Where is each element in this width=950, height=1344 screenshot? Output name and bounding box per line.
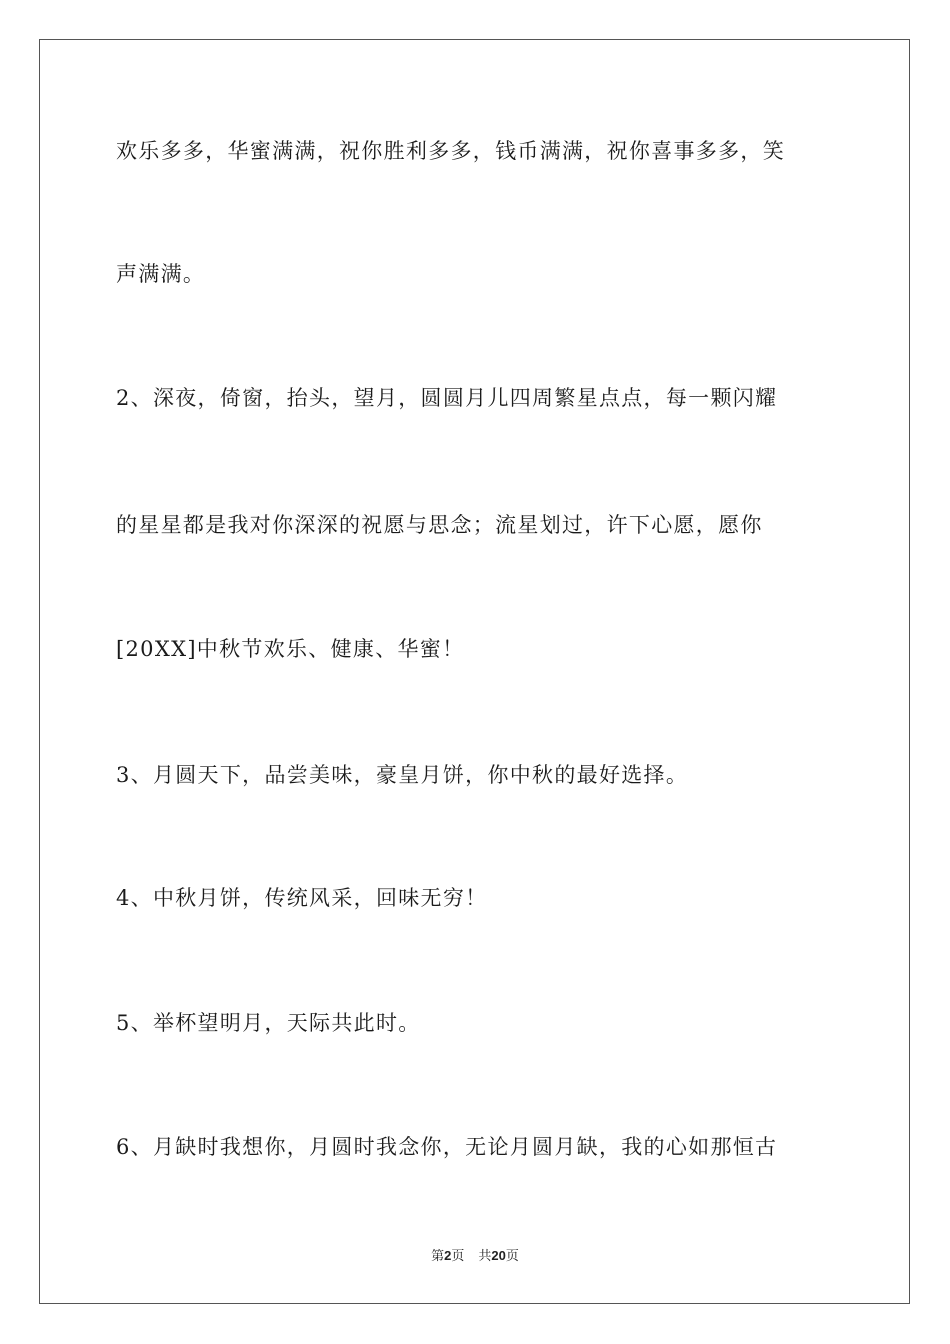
body-text-line-3: 2、深夜，倚窗，抬头，望月，圆圆月儿四周繁星点点，每一颗闪耀	[116, 386, 778, 410]
body-text-line-8: 5、举杯望明月，天际共此时。	[116, 1011, 421, 1035]
footer-total-suffix: 页	[505, 1249, 519, 1264]
footer-page-prefix: 第	[431, 1249, 445, 1264]
page-footer	[0, 1247, 950, 1266]
body-text-line-6: 3、月圆天下，品尝美味，豪皇月饼，你中秋的最好选择。	[116, 763, 689, 787]
body-text-line-9: 6、月缺时我想你，月圆时我念你，无论月圆月缺，我的心如那恒古	[116, 1135, 778, 1159]
body-text-line-5: [20XX]中秋节欢乐、健康、华蜜！	[116, 637, 465, 661]
body-text-line-4: 的星星都是我对你深深的祝愿与思念；流星划过，许下心愿，愿你	[116, 513, 763, 537]
body-text-line-1: 欢乐多多，华蜜满满，祝你胜利多多，钱币满满，祝你喜事多多，笑	[116, 139, 785, 163]
body-text-line-2: 声满满。	[116, 262, 206, 286]
page-border	[39, 39, 910, 1304]
footer-total-pages: 20	[491, 1248, 506, 1263]
body-text-line-7: 4、中秋月饼，传统风采，回味无穷！	[116, 886, 488, 910]
footer-total-prefix: 共	[478, 1249, 492, 1264]
footer-page-number: 2	[444, 1248, 452, 1263]
footer-page-suffix: 页	[451, 1249, 465, 1264]
